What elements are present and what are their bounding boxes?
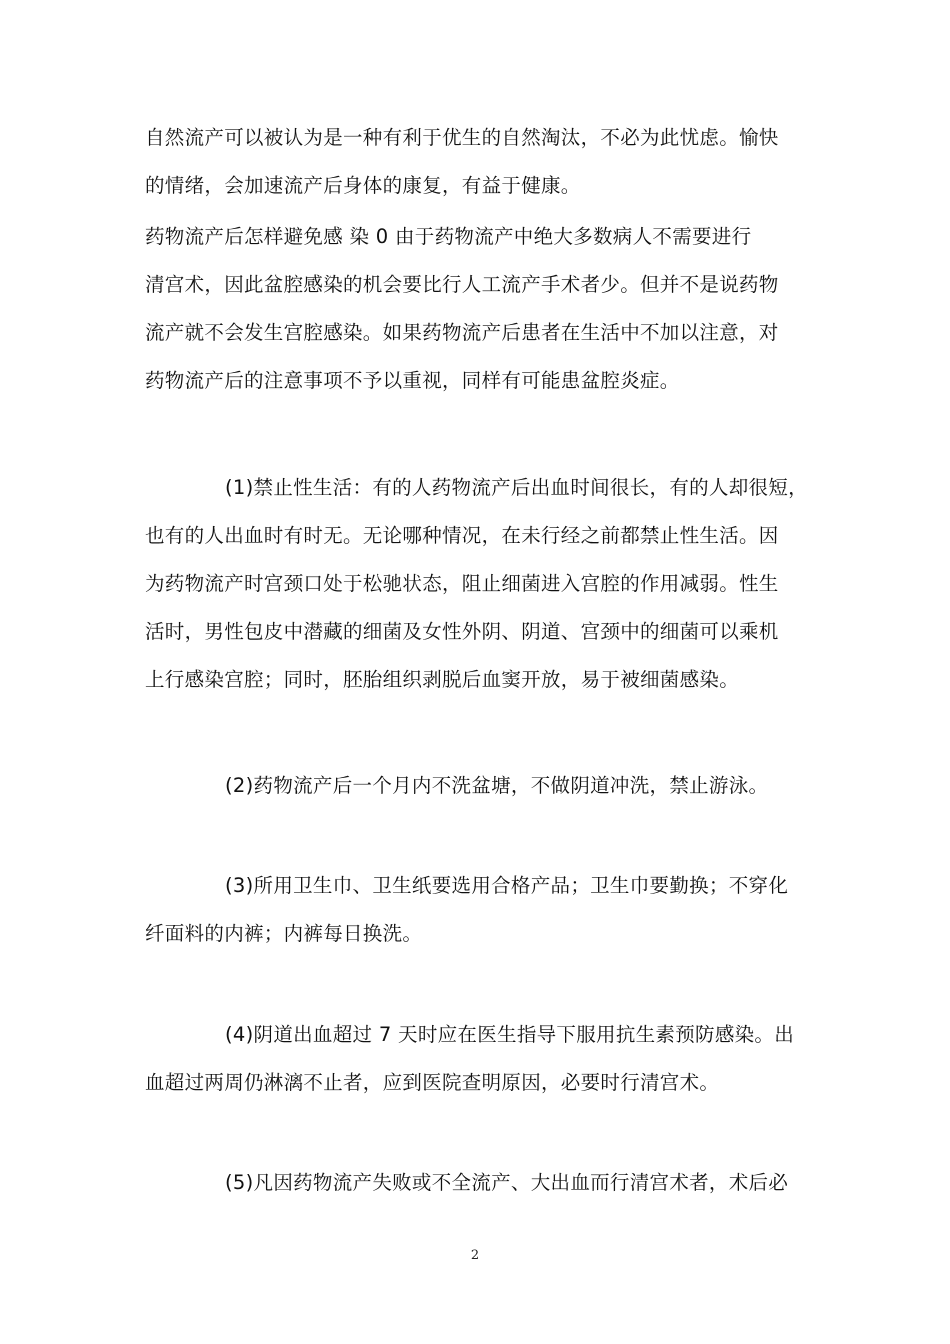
paragraph-infection-prevention [145,213,807,405]
text-line: 上行感染宫腔；同时，胚胎组织剥脱后血窦开放，易于被细菌感染。 [145,668,740,691]
text-line: (3)所用卫生巾、卫生纸要选用合格产品；卫生巾要勤换；不穿化 [225,874,789,897]
text-line: 清宫术，因此盆腔感染的机会要比行人工流产手术者少。但并不是说药物 [145,273,779,296]
text-line: 自然流产可以被认为是一种有利于优生的自然淘汰，不必为此忧虑。愉快 [145,126,779,149]
text-line: 的情绪，会加速流产后身体的康复，有益于健康。 [145,174,581,197]
text-line: 活时，男性包皮中潜藏的细菌及女性外阴、阴道、宫颈中的细菌可以乘机 [145,620,779,643]
text-line: (5)凡因药物流产失败或不全流产、大出血而行清宫术者，术后必 [225,1171,789,1194]
text-line: 为药物流产时宫颈口处于松驰状态，阻止细菌进入宫腔的作用减弱。性生 [145,572,779,595]
text-line: 也有的人出血时有时无。无论哪种情况，在未行经之前都禁止性生活。因 [145,524,779,547]
text-line: 药物流产后怎样避免感 染 0 由于药物流产中绝大多数病人不需要进行 [145,225,752,248]
text-line: (2)药物流产后一个月内不洗盆塘，不做阴道冲洗，禁止游泳。 [225,774,769,797]
list-item-1 [145,464,807,704]
list-item-4 [145,1011,807,1107]
text-line: 流产就不会发生宫腔感染。如果药物流产后患者在生活中不加以注意，对 [145,321,779,344]
text-line: (4)阴道出血超过 7 天时应在医生指导下服用抗生素预防感染。出 [225,1023,795,1046]
text-line: 纤面料的内裤；内裤每日换洗。 [145,922,423,945]
paragraph-intro [145,114,807,210]
page-number: 2 [470,1248,480,1263]
text-line: 血超过两周仍淋漓不止者，应到医院查明原因，必要时行清宫术。 [145,1071,720,1094]
list-item-3 [145,862,807,958]
text-line: 药物流产后的注意事项不予以重视，同样有可能患盆腔炎症。 [145,369,680,392]
list-item-2 [145,762,807,810]
list-item-5 [145,1159,807,1207]
text-line: (1)禁止性生活：有的人药物流产后出血时间很长，有的人却很短， [225,476,808,499]
